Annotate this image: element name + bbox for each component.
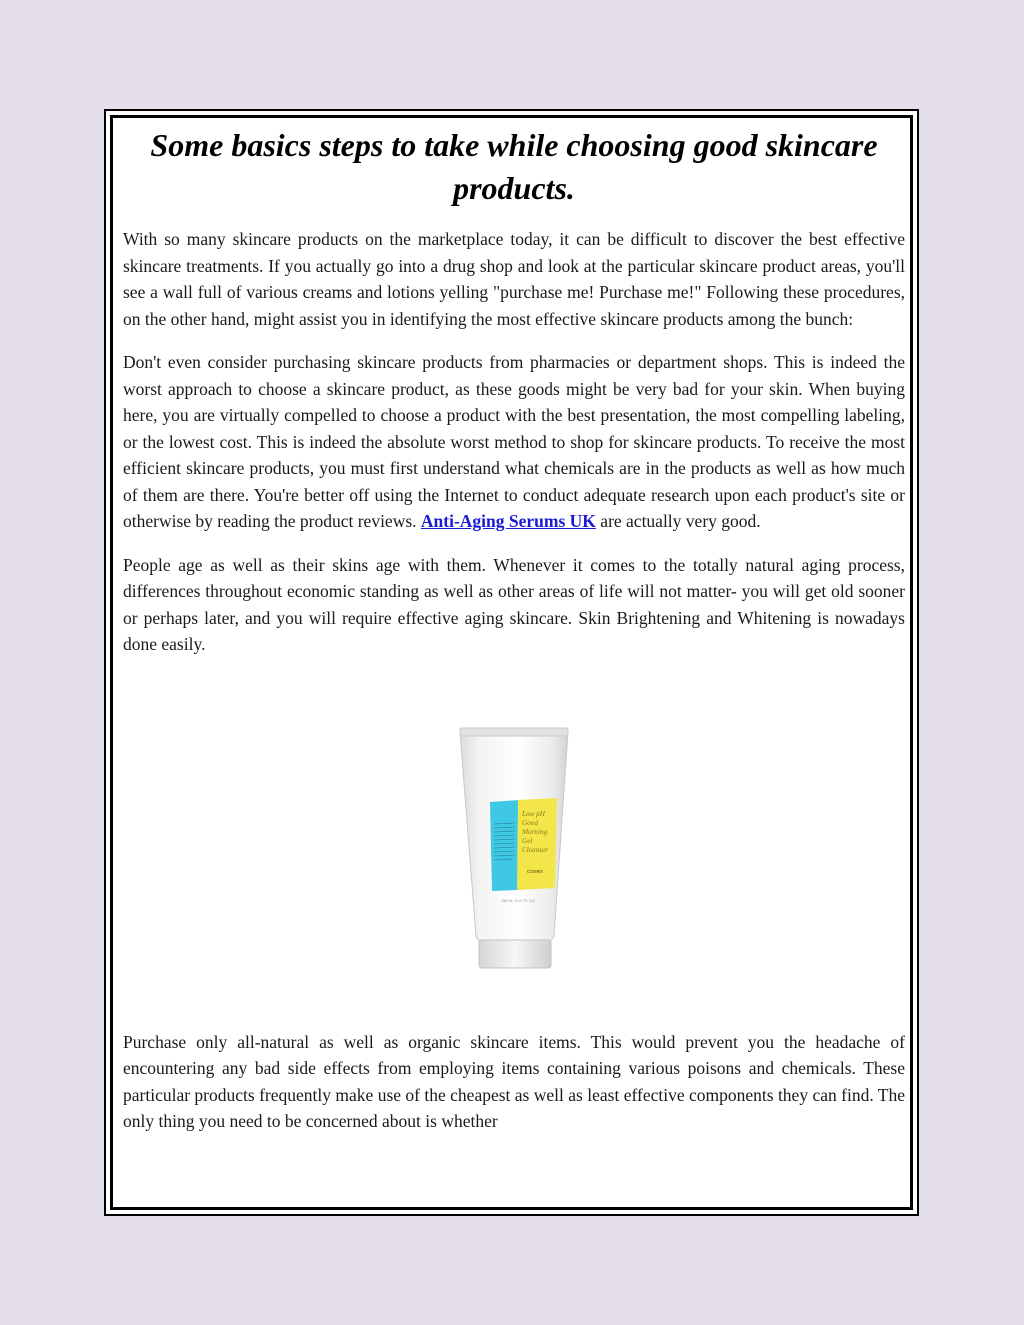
document-content bbox=[123, 118, 905, 1135]
label-brand: COSRX bbox=[527, 868, 544, 874]
label-line-5: Cleanser bbox=[522, 845, 548, 854]
paragraph-aging: People age as well as their skins age with them. Whenever it comes to the totally natural aging process, differences throughout economic standing as well as other areas of life will not matter- you will get old sooner or perhaps later, and you will require effective aging skincare. Skin Brightening and Whitening is nowadays done easily. bbox=[123, 554, 905, 654]
document-outer-border bbox=[104, 109, 919, 1216]
tube-label bbox=[490, 798, 557, 903]
product-image bbox=[380, 674, 648, 1008]
paragraph-intro: With so many skincare products on the marketplace today, it can be difficult to discover the best effective skincare treatments. If you actually go into a drug shop and look at the particular skincare product areas, you'll see a wall full of various creams and lotions yelling "purchase me! Purchase me!" Following these procedures, on the other hand, might assist you in identifying the most effective skincare products among the bunch: bbox=[123, 229, 905, 329]
label-volume: 150 ml / 5.07 FL.OZ bbox=[501, 898, 535, 903]
label-line-3: Morning bbox=[522, 827, 548, 836]
paragraph-pharmacies-text-end: are actually very good. bbox=[595, 511, 761, 531]
paragraph-pharmacies bbox=[123, 349, 905, 535]
label-line-4: Gel bbox=[522, 836, 533, 845]
cleanser-tube-illustration bbox=[380, 674, 648, 1008]
label-line-2: Good bbox=[522, 818, 538, 827]
label-line-1: Low pH bbox=[522, 809, 545, 818]
document-inner-border bbox=[110, 115, 913, 1210]
page-title: Some basics steps to take while choosing good skincare products. bbox=[150, 127, 878, 206]
tube-cap bbox=[479, 940, 551, 968]
anti-aging-serums-link[interactable]: Anti-Aging Serums UK bbox=[420, 511, 596, 531]
paragraph-organic: Purchase only all-natural as well as organic skincare items. This would prevent you the headache of encountering any bad side effects from employing items containing various poisons and chemicals. These particular products frequently make use of the cheapest as well as least effective components they can find. The only thing you need to be concerned about is whether bbox=[123, 1031, 905, 1131]
paragraph-pharmacies-text: Don't even consider purchasing skincare products from pharmacies or department shops. This is indeed the worst approach to choose a skincare product, as these goods might be very bad for your skin. When buying here, you are virtually compelled to choose a product with the best presentation, the most compelling labeling, or the lowest cost. This is indeed the absolute worst method to shop for skincare products. To receive the most efficient skincare products, you must first understand what chemicals are in the products as well as how much of them are there. You're better off using the Internet to conduct adequate research upon each product's site or otherwise by reading the product reviews. bbox=[123, 352, 905, 531]
product-image-container bbox=[123, 674, 905, 1008]
